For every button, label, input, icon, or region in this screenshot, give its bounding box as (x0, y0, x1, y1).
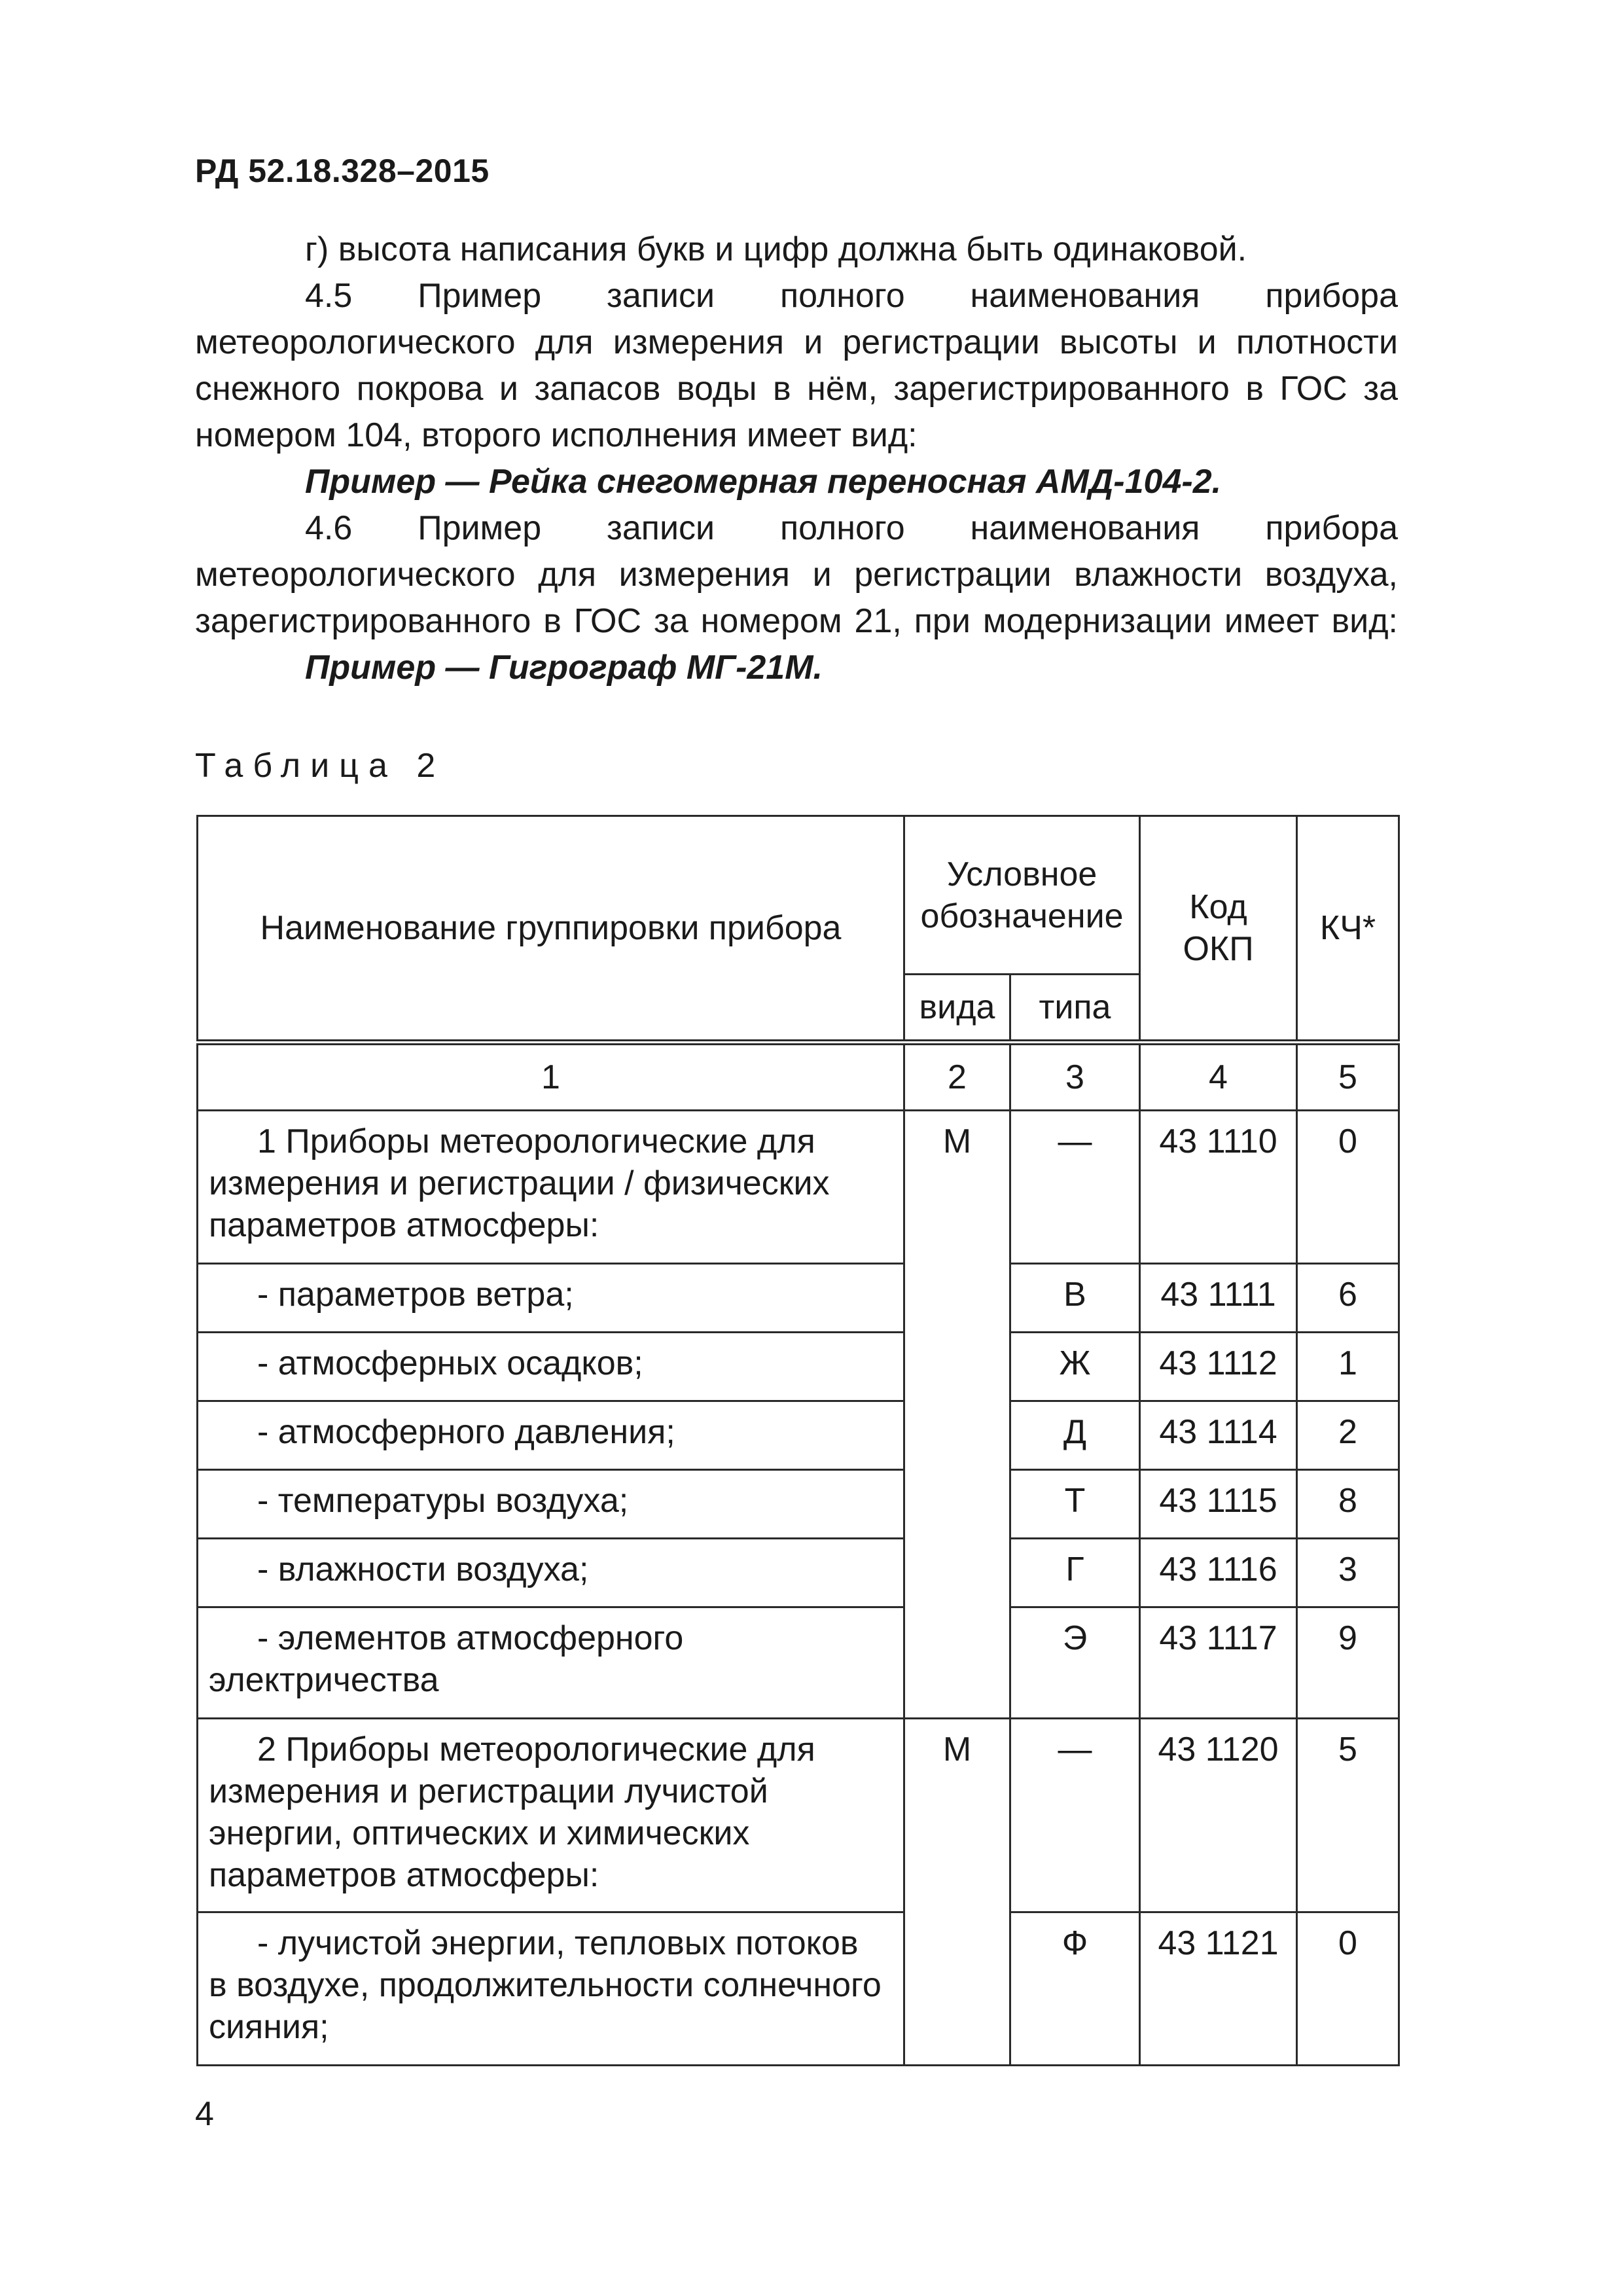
group2-title-line-1: 2 Приборы метеорологические для (257, 1731, 815, 1768)
row-code: 43 1116 (1140, 1539, 1297, 1607)
group1-title-line-2: измерения и регистрации / физических (209, 1164, 830, 1202)
row-type: Э (1010, 1607, 1140, 1719)
row-name-text: - влажности воздуха; (257, 1551, 589, 1588)
row-name-text: - параметров ветра; (257, 1276, 574, 1314)
column-number-2: 2 (904, 1043, 1010, 1111)
page-number: 4 (195, 2095, 214, 2133)
paragraph-4-5 (195, 273, 1398, 505)
column-number-4: 4 (1140, 1043, 1297, 1111)
group2-title (198, 1719, 904, 1912)
row-kch: 8 (1297, 1470, 1399, 1539)
paragraph-4-6 (195, 505, 1398, 691)
row-type: Д (1010, 1401, 1140, 1470)
row-name (198, 1333, 904, 1401)
document-code: РД 52.18.328–2015 (195, 152, 490, 189)
row-name-line-2: электричества (209, 1661, 439, 1699)
group1-kind: М (904, 1111, 1010, 1719)
p46-line-2: метеорологического для измерения и регистрации влажности воздуха, (195, 556, 1398, 594)
header-kind: вида (904, 975, 1010, 1043)
row-name (198, 1912, 904, 2066)
row-name-text: - атмосферного давления; (257, 1413, 675, 1451)
group2-title-line-4: параметров атмосферы: (209, 1856, 599, 1894)
p45-line-1: 4.5 Пример записи полного наименования прибора (305, 277, 1398, 315)
group2-kind: М (904, 1719, 1010, 2066)
header-designation-line-1: Условное (946, 855, 1097, 893)
row-name (198, 1401, 904, 1470)
row-name-line-1: - лучистой энергии, тепловых потоков (257, 1924, 859, 1962)
group2-type: — (1010, 1719, 1140, 1912)
group1-kch: 0 (1297, 1111, 1399, 1264)
table-row (198, 1401, 1399, 1470)
row-kch: 6 (1297, 1264, 1399, 1333)
example-1: Пример — Рейка снегомерная переносная АМД-104-2. (305, 463, 1222, 501)
group2-kch: 5 (1297, 1719, 1399, 1912)
row-code: 43 1111 (1140, 1264, 1297, 1333)
group1-type: — (1010, 1111, 1140, 1264)
table-row (198, 1470, 1399, 1539)
row-kch: 0 (1297, 1912, 1399, 2066)
table-row (198, 1333, 1399, 1401)
header-okp (1140, 816, 1297, 1043)
row-kch: 1 (1297, 1333, 1399, 1401)
row-kch: 3 (1297, 1539, 1399, 1607)
item-g-text: г) высота написания букв и цифр должна быть одинаковой. (305, 230, 1247, 268)
row-name-text: - атмосферных осадков; (257, 1344, 643, 1382)
p45-line-4: номером 104, второго исполнения имеет вид: (195, 416, 918, 454)
group2-title-line-2: измерения и регистрации лучистой (209, 1772, 768, 1810)
row-name (198, 1470, 904, 1539)
header-name: Наименование группировки прибора (198, 816, 904, 1043)
row-type: Ф (1010, 1912, 1140, 2066)
row-code: 43 1114 (1140, 1401, 1297, 1470)
row-name (198, 1539, 904, 1607)
table-caption: Таблица 2 (195, 747, 446, 785)
group1-title-line-1: 1 Приборы метеорологические для (257, 1122, 815, 1160)
row-type: Т (1010, 1470, 1140, 1539)
header-okp-line-2: ОКП (1183, 930, 1254, 968)
table-row (198, 1607, 1399, 1719)
row-code: 43 1121 (1140, 1912, 1297, 2066)
row-type: В (1010, 1264, 1140, 1333)
group1-title (198, 1111, 904, 1264)
p46-line-3: зарегистрированного в ГОС за номером 21, при модернизации имеет вид: (195, 602, 1398, 640)
column-number-1: 1 (198, 1043, 904, 1111)
table-row (198, 1264, 1399, 1333)
header-okp-line-1: Код (1189, 888, 1247, 926)
table-row (198, 1111, 1399, 1264)
row-name-text: - температуры воздуха; (257, 1482, 629, 1520)
row-code: 43 1117 (1140, 1607, 1297, 1719)
example-2: Пример — Гигрограф МГ-21М. (305, 649, 823, 687)
row-type: Ж (1010, 1333, 1140, 1401)
row-name-line-2: в воздухе, продолжительности солнечного (209, 1966, 882, 2004)
header-designation (904, 816, 1140, 975)
row-name-line-1: - элементов атмосферного (257, 1619, 684, 1657)
p46-line-1: 4.6 Пример записи полного наименования прибора (305, 509, 1398, 547)
table-row (198, 1719, 1399, 1912)
p45-line-3: снежного покрова и запасов воды в нём, зарегистрированного в ГОС за (195, 370, 1398, 408)
group2-code: 43 1120 (1140, 1719, 1297, 1912)
paragraph-item-g (195, 226, 1398, 273)
row-name (198, 1607, 904, 1719)
row-name-line-3: сияния; (209, 2008, 329, 2046)
table-row (198, 1539, 1399, 1607)
header-designation-line-2: обозначение (920, 897, 1124, 935)
header-kch: КЧ* (1297, 816, 1399, 1043)
row-type: Г (1010, 1539, 1140, 1607)
row-code: 43 1115 (1140, 1470, 1297, 1539)
column-number-5: 5 (1297, 1043, 1399, 1111)
header-type: типа (1010, 975, 1140, 1043)
row-kch: 9 (1297, 1607, 1399, 1719)
group2-title-line-3: энергии, оптических и химических (209, 1814, 750, 1852)
instrument-grouping-table (196, 815, 1400, 2066)
row-name (198, 1264, 904, 1333)
table-row (198, 1912, 1399, 2066)
group1-title-line-3: параметров атмосферы: (209, 1206, 599, 1244)
row-kch: 2 (1297, 1401, 1399, 1470)
p45-line-2: метеорологического для измерения и регистрации высоты и плотности (195, 323, 1398, 361)
column-number-3: 3 (1010, 1043, 1140, 1111)
group1-code: 43 1110 (1140, 1111, 1297, 1264)
row-code: 43 1112 (1140, 1333, 1297, 1401)
